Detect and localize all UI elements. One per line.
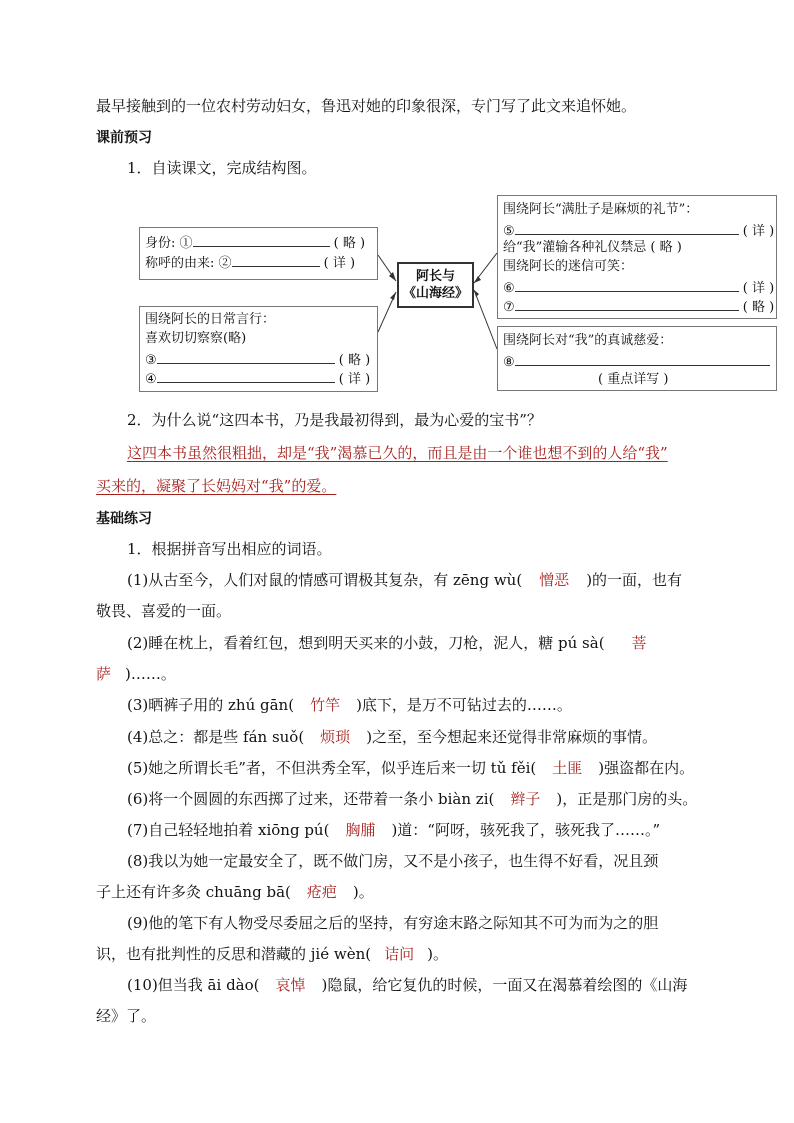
exercise-8-cont: [96, 882, 374, 902]
blank-4: [157, 368, 335, 383]
exercise-10: [127, 975, 687, 995]
blank-3-label: ③: [145, 353, 157, 368]
nickname-line: [145, 252, 355, 273]
etiquette-line-5: [503, 220, 774, 241]
question-1-basic: 1．根据拼音写出相应的词语。: [127, 540, 332, 558]
exercise-text: (6)将一个圆圆的东西掷了过来，还带着一条小 biàn zi(: [127, 790, 495, 808]
answer-word: 诘问: [384, 945, 415, 963]
exercise-text: )。: [352, 883, 374, 901]
exercise-text: )隐鼠，给它复仇的时候，一面又在渴慕着绘图的《山海: [321, 976, 688, 994]
exercise-text: (1)从古至今，人们对鼠的情感可谓极其复杂，有 zēng wù(: [127, 571, 523, 589]
exercise-3: [127, 695, 572, 715]
love-detail-tag: ( 重点详写 ): [598, 372, 669, 387]
exercise-text: (4)总之：都是些 fán suǒ(: [127, 728, 305, 746]
detail-tag: ( 详 ): [742, 281, 775, 296]
exercise-text: )道：“阿呀，骇死我了，骇死我了……。”: [391, 821, 661, 839]
exercise-text: 子上还有许多灸 chuāng bā(: [96, 883, 291, 901]
section-heading-basic: 基础练习: [96, 511, 152, 527]
blank-8-label: ⑧: [503, 355, 515, 370]
answer-word: 土匪: [552, 759, 583, 777]
superstition-title: 围绕阿长的迷信可笑：: [503, 259, 634, 274]
exercise-9: (9)他的笔下有人物受尽委屈之后的坚持，有穷途末路之际知其不可为而为之的胆: [127, 914, 659, 932]
blank-7: [515, 296, 739, 311]
diagram-box-daily: [139, 306, 378, 392]
daily-line-4: [145, 368, 370, 389]
blank-2: [232, 252, 320, 267]
answer-word: 疮疤: [306, 883, 337, 901]
detail-tag: ( 略 ): [333, 236, 366, 251]
answer-2-line-2: 买来的，凝聚了长妈妈对“我”的爱。: [96, 477, 337, 495]
daily-title: 围绕阿长的日常言行：: [145, 312, 276, 327]
etiquette-line-7: [503, 296, 774, 317]
exercise-text: )底下，是万不可钻过去的……。: [356, 696, 572, 714]
diagram-box-etiquette: [497, 195, 777, 319]
detail-tag: ( 略 ): [742, 300, 775, 315]
answer-word: 胸脯: [345, 821, 376, 839]
blank-7-label: ⑦: [503, 300, 515, 315]
blank-6-label: ⑥: [503, 281, 515, 296]
blank-4-label: ④: [145, 372, 157, 387]
exercise-text: (5)她之所谓长毛”者，不但洪秀全军，似乎连后来一切 tǔ fěi(: [127, 759, 537, 777]
exercise-text: )，正是那门房的头。: [556, 790, 698, 808]
etiquette-title: 围绕阿长“满肚子是麻烦的礼节”：: [503, 202, 699, 217]
blank-8: [515, 351, 770, 366]
love-line-8: [503, 351, 770, 372]
exercise-text: )之至，至今想起来还觉得非常麻烦的事情。: [366, 728, 658, 746]
identity-label: 身份: ①: [145, 236, 193, 251]
intro-line: 最早接触到的一位农村劳动妇女，鲁迅对她的印象很深，专门写了此文来追怀她。: [96, 97, 637, 115]
answer-word: 憎恶: [539, 571, 570, 589]
exercise-text: 识，也有批判性的反思和潜藏的 jié wèn(: [96, 945, 372, 963]
diagram-center-title: [397, 262, 474, 308]
exercise-text: )的一面，也有: [586, 571, 683, 589]
exercise-6: [127, 789, 697, 809]
exercise-text: (3)晒裤子用的 zhú gān(: [127, 696, 295, 714]
answer-word: 烦琐: [320, 728, 351, 746]
diagram-box-identity: [139, 227, 378, 280]
question-1-preview: 1．自读课文，完成结构图。: [127, 159, 317, 177]
exercise-2: [127, 633, 647, 653]
exercise-text: )……。: [125, 665, 176, 683]
blank-5: [515, 220, 739, 235]
exercise-1-cont: 敬畏、喜爱的一面。: [96, 602, 232, 620]
exercise-1: [127, 570, 682, 590]
etiquette-line-taboo: 给“我”灌输各种礼仪禁忌 ( 略 ): [503, 240, 682, 255]
exercise-9-cont: [96, 944, 448, 964]
exercise-8: (8)我以为她一定最安全了，既不做门房，又不是小孩子，也生得不好看，况且颈: [127, 852, 659, 870]
answer-2-line-1: 这四本书虽然很粗拙，却是“我”渴慕已久的，而且是由一个谁也想不到的人给“我”: [127, 444, 668, 462]
blank-5-label: ⑤: [503, 224, 515, 239]
detail-tag: ( 详 ): [338, 372, 371, 387]
exercise-text: (7)自己轻轻地拍着 xiōng pú(: [127, 821, 330, 839]
exercise-2-cont: [96, 664, 176, 684]
exercise-5: [127, 758, 694, 778]
answer-word: 菩: [631, 634, 647, 652]
exercise-10-cont: 经》了。: [96, 1007, 157, 1025]
blank-1: [193, 232, 330, 247]
exercise-text: (2)睡在枕上，看着红包，想到明天买来的小鼓，刀枪，泥人，糖 pú sà(: [127, 634, 605, 652]
daily-line-3: [145, 349, 370, 370]
detail-tag: ( 详 ): [742, 224, 775, 239]
detail-tag: ( 详 ): [323, 256, 356, 271]
identity-line: [145, 232, 365, 253]
answer-word: 竹竿: [310, 696, 341, 714]
exercise-7: [127, 820, 660, 840]
nickname-label: 称呼的由来: ②: [145, 256, 232, 271]
love-title: 围绕阿长对“我”的真诚慈爱：: [503, 333, 673, 348]
center-line-2: 《山海经》: [402, 286, 468, 301]
question-2-preview: 2．为什么说“这四本书，乃是我最初得到，最为心爱的宝书”？: [127, 411, 542, 429]
daily-line-1: 喜欢切切察察(略): [145, 331, 247, 346]
detail-tag: ( 略 ): [338, 353, 371, 368]
exercise-text: (10)但当我 āi dào(: [127, 976, 260, 994]
section-heading-preview: 课前预习: [96, 130, 152, 146]
blank-3: [157, 349, 335, 364]
answer-word: 辫子: [510, 790, 541, 808]
exercise-4: [127, 727, 657, 747]
center-line-1: 阿长与: [415, 269, 455, 284]
blank-6: [515, 277, 739, 292]
exercise-text: )。: [427, 945, 448, 963]
answer-word: 萨: [96, 665, 112, 683]
diagram-box-love: [497, 326, 777, 391]
etiquette-line-6: [503, 277, 774, 298]
answer-word: 哀悼: [275, 976, 306, 994]
exercise-text: )强盗都在内。: [598, 759, 695, 777]
